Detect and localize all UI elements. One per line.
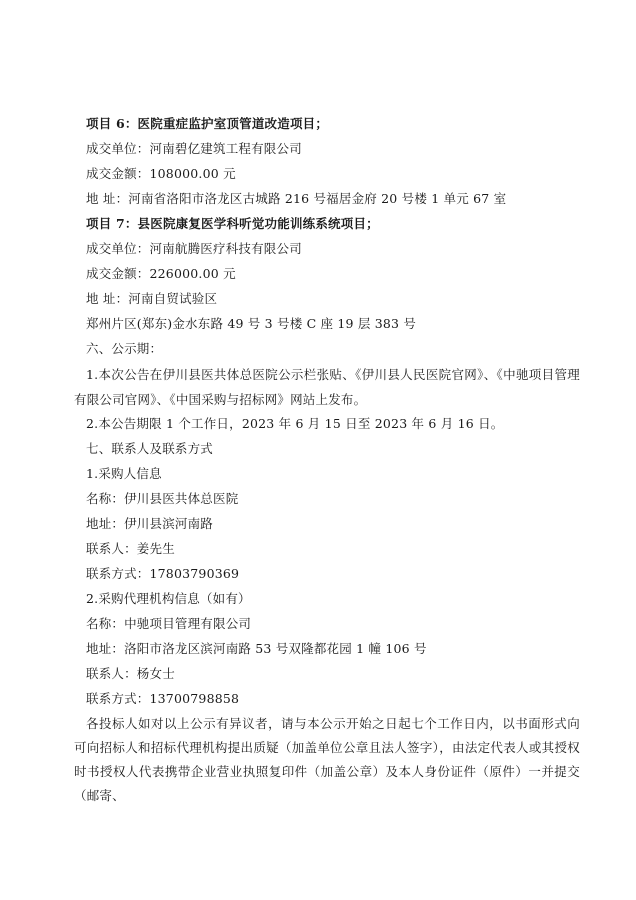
project-6-title: 项目 6：医院重症监护室顶管道改造项目； (86, 116, 329, 131)
purchaser-address: 地址：伊川县滨河南路 (86, 516, 214, 531)
agency-name: 名称：中驰项目管理有限公司 (86, 616, 252, 631)
purchaser-info-heading: 1.采购人信息 (86, 466, 162, 481)
project-7-address-detail: 郑州片区(郑东)金水东路 49 号 3 号楼 C 座 19 层 383 号 (86, 316, 417, 331)
publicity-paragraph-2: 2.本公告期限 1 个工作日，2023 年 6 月 15 日至 2023 年 6 月 16 日。 (86, 416, 504, 431)
purchaser-name: 名称：伊川县医共体总医院 (86, 491, 239, 506)
objection-paragraph: 各投标人如对以上公示有异议者，请与本公示开始之日起七个工作日内，以书面形式向可向招标人和招标代理机构提出质疑（加盖单位公章且法人签字），由法定代表人或其授权时书授权人代表携带企业营业执照复印件（加盖公章）及本人身份证件（原件）一并提交（邮寄、 (74, 716, 580, 803)
project-7-title: 项目 7：县医院康复医学科听觉功能训练系统项目； (86, 216, 379, 231)
agency-address: 地址：洛阳市洛龙区滨河南路 53 号双隆都花园 1 幢 106 号 (86, 641, 427, 656)
project-6-amount: 成交金额：108000.00 元 (86, 166, 236, 181)
publicity-paragraph-1: 1.本次公告在伊川县医共体总医院公示栏张贴、《伊川县人民医院官网》、《中驰项目管理有限公司官网》、《中国采购与招标网》网站上发布。 (74, 367, 580, 407)
section-heading-contacts: 七、联系人及联系方式 (86, 441, 214, 456)
project-6-address: 地 址：河南省洛阳市洛龙区古城路 216 号福居金府 20 号楼 1 单元 67 室 (86, 191, 507, 206)
agency-contact-person: 联系人：杨女士 (86, 666, 175, 681)
section-heading-publicity-period: 六、公示期： (86, 341, 163, 356)
project-7-amount: 成交金额：226000.00 元 (86, 266, 236, 281)
agency-info-heading: 2.采购代理机构信息（如有） (86, 591, 251, 606)
project-7-winner: 成交单位：河南航腾医疗科技有限公司 (86, 241, 302, 256)
project-6-winner: 成交单位：河南碧亿建筑工程有限公司 (86, 141, 302, 156)
project-7-address: 地 址：河南自贸试验区 (86, 291, 218, 306)
purchaser-phone: 联系方式：17803790369 (86, 566, 240, 581)
agency-phone: 联系方式：13700798858 (86, 691, 240, 706)
purchaser-contact-person: 联系人：姜先生 (86, 541, 175, 556)
